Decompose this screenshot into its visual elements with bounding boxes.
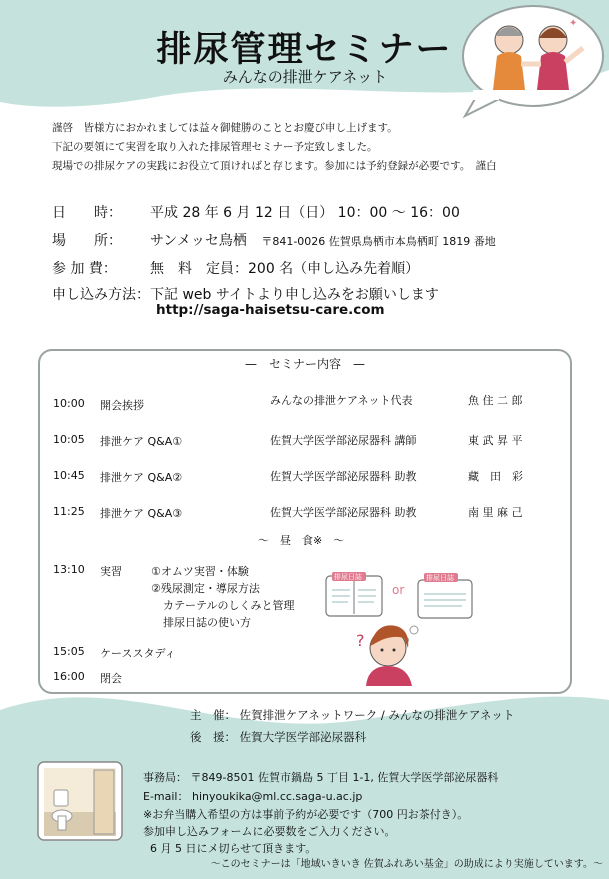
note-line: 6 月 5 日にメ切らせて頂きます。 bbox=[150, 842, 317, 855]
host-label: 主 催： bbox=[190, 708, 236, 722]
schedule-time: 10:05 bbox=[53, 433, 85, 446]
email-link[interactable]: hinyoukika@ml.cc.saga-u.ac.jp bbox=[192, 790, 363, 803]
close-title: 閉会 bbox=[100, 672, 122, 685]
greeting-line-1: 謹啓 皆様方におかれましては益々御健勝のこととお慶び申し上げます。 bbox=[52, 122, 398, 134]
date-value: 平成 28 年 6 月 12 日（日） 10：00 〜 16：00 bbox=[150, 205, 460, 221]
schedule-affiliation: 佐賀大学医学部泌尿器科 助教 bbox=[270, 470, 417, 483]
practice-time: 13:10 bbox=[53, 563, 85, 576]
toilet-illustration bbox=[36, 760, 124, 842]
schedule-speaker: 藏 田 彩 bbox=[468, 470, 523, 483]
case-title: ケーススタディ bbox=[100, 647, 176, 660]
schedule-affiliation: みんなの排泄ケアネット代表 bbox=[270, 394, 413, 407]
apply-label: 申し込み方法： bbox=[52, 287, 150, 303]
practice-item: カテーテルのしくみと管理 bbox=[163, 599, 295, 612]
schedule-heading: — セミナー内容 — bbox=[244, 357, 365, 371]
case-time: 15:05 bbox=[53, 645, 85, 658]
schedule-affiliation: 佐賀大学医学部泌尿器科 講師 bbox=[270, 434, 417, 447]
info-fee bbox=[52, 258, 419, 278]
nurse-thinking-illustration bbox=[318, 568, 508, 686]
page-title: 排尿管理セミナー bbox=[156, 30, 453, 70]
host-row bbox=[190, 707, 514, 723]
date-label: 日 時： bbox=[52, 205, 122, 221]
fee-label: 参 加 費： bbox=[52, 261, 117, 277]
schedule-affiliation: 佐賀大学医学部泌尿器科 助教 bbox=[270, 506, 417, 519]
office-value: 〒849-8501 佐賀市鍋島 5 丁目 1-1, 佐賀大学医学部泌尿器科 bbox=[190, 771, 499, 784]
schedule-title: 排泄ケア Q&A① bbox=[100, 435, 183, 448]
support-row bbox=[190, 729, 366, 745]
info-date bbox=[52, 202, 460, 222]
place-value: サンメッセ鳥栖 bbox=[150, 233, 247, 249]
fee-value: 無 料 定員：200 名（申し込み先着順） bbox=[150, 261, 420, 277]
email-row bbox=[143, 788, 362, 804]
schedule-title: 排泄ケア Q&A③ bbox=[100, 507, 183, 520]
or-text: or bbox=[392, 583, 405, 597]
question-mark: ? bbox=[356, 631, 365, 650]
schedule-time: 10:00 bbox=[53, 397, 85, 410]
greeting-line-3: 現場での排尿ケアの実践にお役立て頂ければと存じます。参加には予約登録が必要です。 謹白 bbox=[52, 160, 497, 172]
footer-note: 〜このセミナーは「地域いきいき 佐賀ふれあい基金」の助成により実施しています。〜 bbox=[210, 859, 603, 870]
practice-title: 実習 bbox=[100, 565, 122, 578]
schedule-title: 排泄ケア Q&A② bbox=[100, 471, 183, 484]
place-address: 〒841-0026 佐賀県鳥栖市本鳥栖町 1819 番地 bbox=[261, 235, 496, 248]
info-place bbox=[52, 230, 496, 250]
schedule-speaker: 南 里 麻 己 bbox=[468, 506, 523, 519]
close-time: 16:00 bbox=[53, 670, 85, 683]
left-book-label: 排尿日誌 bbox=[334, 573, 362, 581]
lunch-break: 〜 昼 食※ 〜 bbox=[258, 534, 345, 547]
support-value: 佐賀大学医学部泌尿器科 bbox=[239, 730, 367, 744]
practice-item: ①オムツ実習・体験 bbox=[151, 565, 249, 578]
registration-url-link[interactable]: http://saga-haisetsu-care.com bbox=[156, 302, 385, 318]
greeting-line-2: 下記の要領にて実習を取り入れた排尿管理セミナー予定致しました。 bbox=[52, 141, 378, 153]
place-label: 場 所： bbox=[52, 233, 122, 249]
page-subtitle: みんなの排泄ケアネット bbox=[222, 68, 388, 86]
schedule-title: 開会挨拶 bbox=[100, 399, 144, 412]
office-row bbox=[143, 769, 498, 785]
schedule-time: 11:25 bbox=[53, 505, 85, 518]
note-line: ※お弁当購入希望の方は事前予約が必要です（700 円お茶付き）。 bbox=[143, 808, 469, 821]
info-apply bbox=[52, 284, 439, 304]
schedule-speaker: 東 武 昇 平 bbox=[468, 434, 523, 447]
practice-item: 排尿日誌の使い方 bbox=[163, 616, 251, 629]
right-book-label: 排尿日誌 bbox=[426, 574, 454, 582]
schedule-time: 10:45 bbox=[53, 469, 85, 482]
practice-item: ②残尿測定・導尿方法 bbox=[151, 582, 260, 595]
host-value: 佐賀排泄ケアネットワーク / みんなの排泄ケアネット bbox=[239, 708, 515, 722]
schedule-speaker: 魚 住 二 郎 bbox=[468, 394, 523, 407]
note-line: 参加申し込みフォームに必要数をご入力ください。 bbox=[143, 825, 396, 838]
caregivers-illustration bbox=[457, 4, 605, 122]
support-label: 後 援： bbox=[190, 730, 236, 744]
email-label: E-mail： bbox=[143, 790, 189, 803]
svg-text:✦: ✦ bbox=[569, 18, 578, 29]
apply-value: 下記 web サイトより申し込みをお願いします bbox=[150, 287, 439, 303]
office-label: 事務局： bbox=[143, 771, 187, 784]
